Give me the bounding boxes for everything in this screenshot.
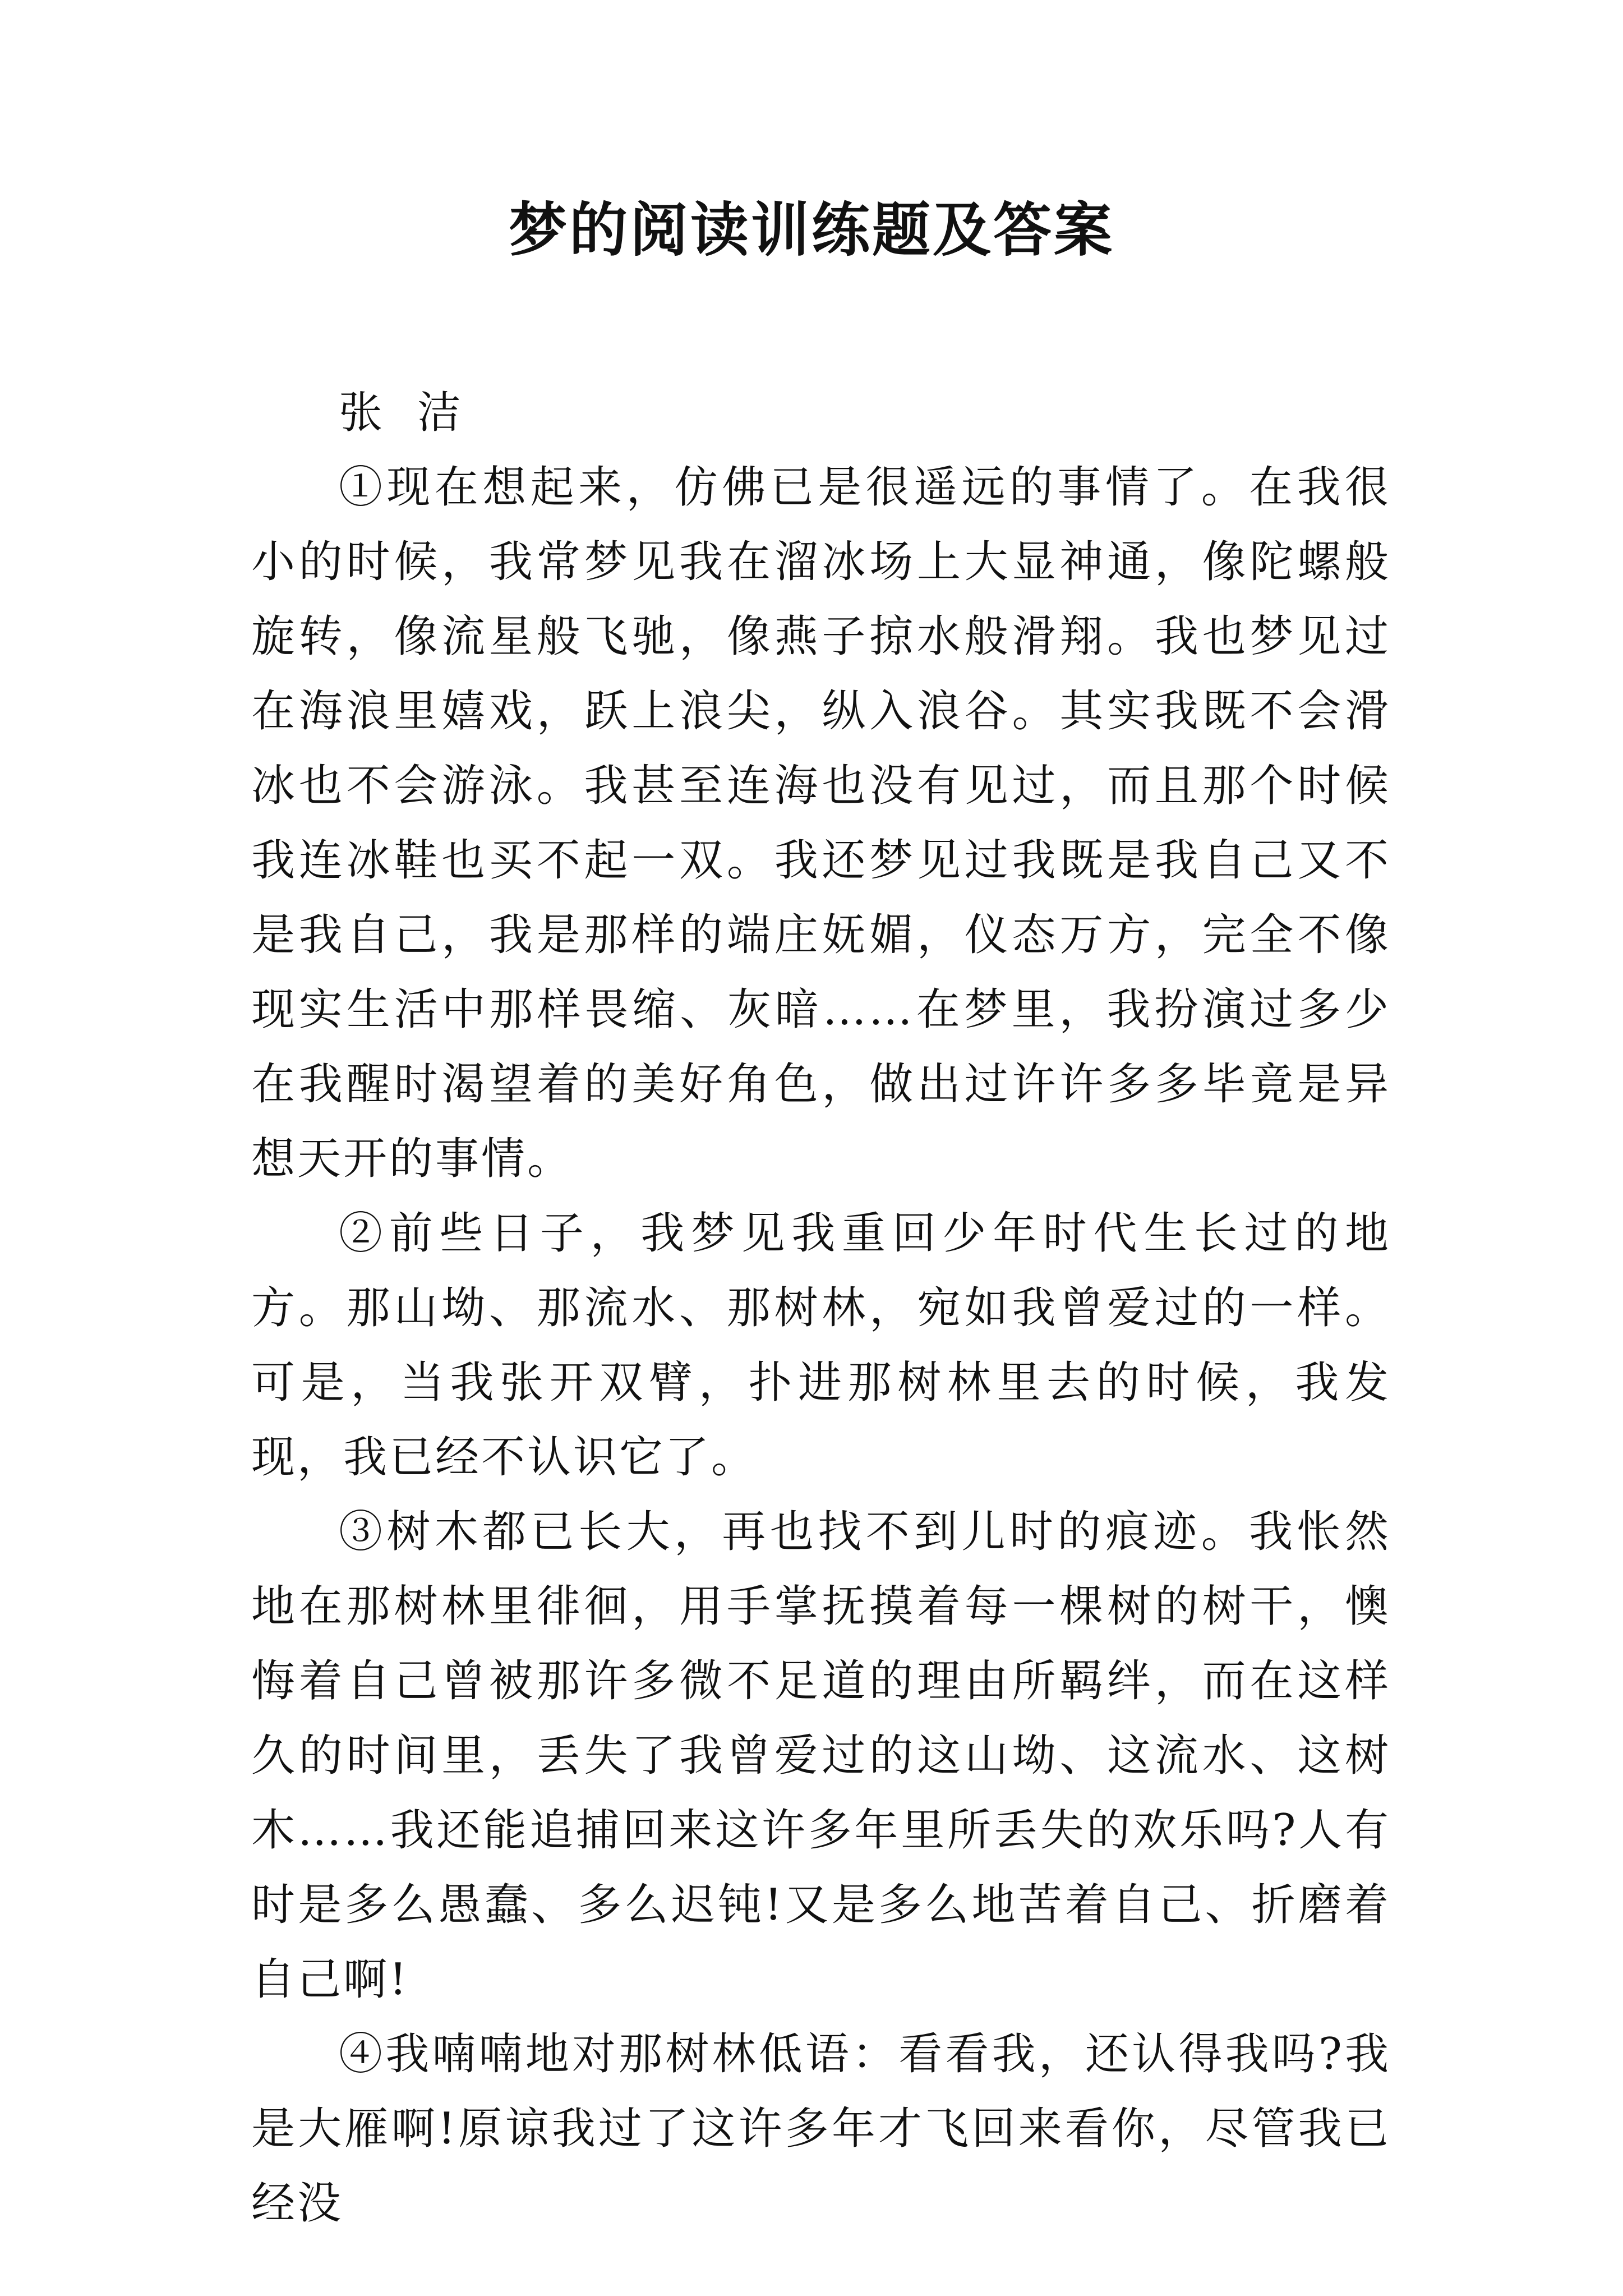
paragraph-1: ①现在想起来，仿佛已是很遥远的事情了。在我很小的时候，我常梦见我在溜冰场上大显神通，像陀螺般旋转，像流星般飞驰，像燕子掠水般滑翔。我也梦见过在海浪里嬉戏，跃上浪尖，纵入浪谷。其实我既不会滑冰也不会游泳。我甚至连海也没有见过，而且那个时候我连冰鞋也买不起一双。我还梦见过我既是我自己又不是我自己，我是那样的端庄妩媚，仪态万方，完全不像现实生活中那样畏缩、灰暗……在梦里，我扮演过多少在我醒时渴望着的美好角色，做出过许许多多毕竟是异想天开的事情。 (251, 462, 1391, 1184)
paragraph-4: ④我喃喃地对那树林低语：看看我，还认得我吗?我是大雁啊!原谅我过了这许多年才飞回来看你，尽管我已经没 (251, 2029, 1391, 2229)
paragraph-2: ②前些日子，我梦见我重回少年时代生长过的地方。那山坳、那流水、那树林，宛如我曾爱过的一样。可是，当我张开双臂，扑进那树林里去的时候，我发现，我已经不认识它了。 (251, 1208, 1391, 1483)
paragraph-3: ③树木都已长大，再也找不到儿时的痕迹。我怅然地在那树林里徘徊，用手掌抚摸着每一棵树的树干，懊悔着自己曾被那许多微不足道的理由所羁绊，而在这样久的时间里，丢失了我曾爱过的这山坳、这流水、这树木……我还能追捕回来这许多年里所丢失的欢乐吗?人有时是多么愚蠢、多么迟钝!又是多么地苦着自己、折磨着自己啊! (251, 1507, 1391, 2005)
author-name: 张 洁 (339, 388, 463, 438)
document-title: 梦的阅读训练题及答案 (508, 195, 1114, 264)
document-body (251, 376, 1391, 2241)
